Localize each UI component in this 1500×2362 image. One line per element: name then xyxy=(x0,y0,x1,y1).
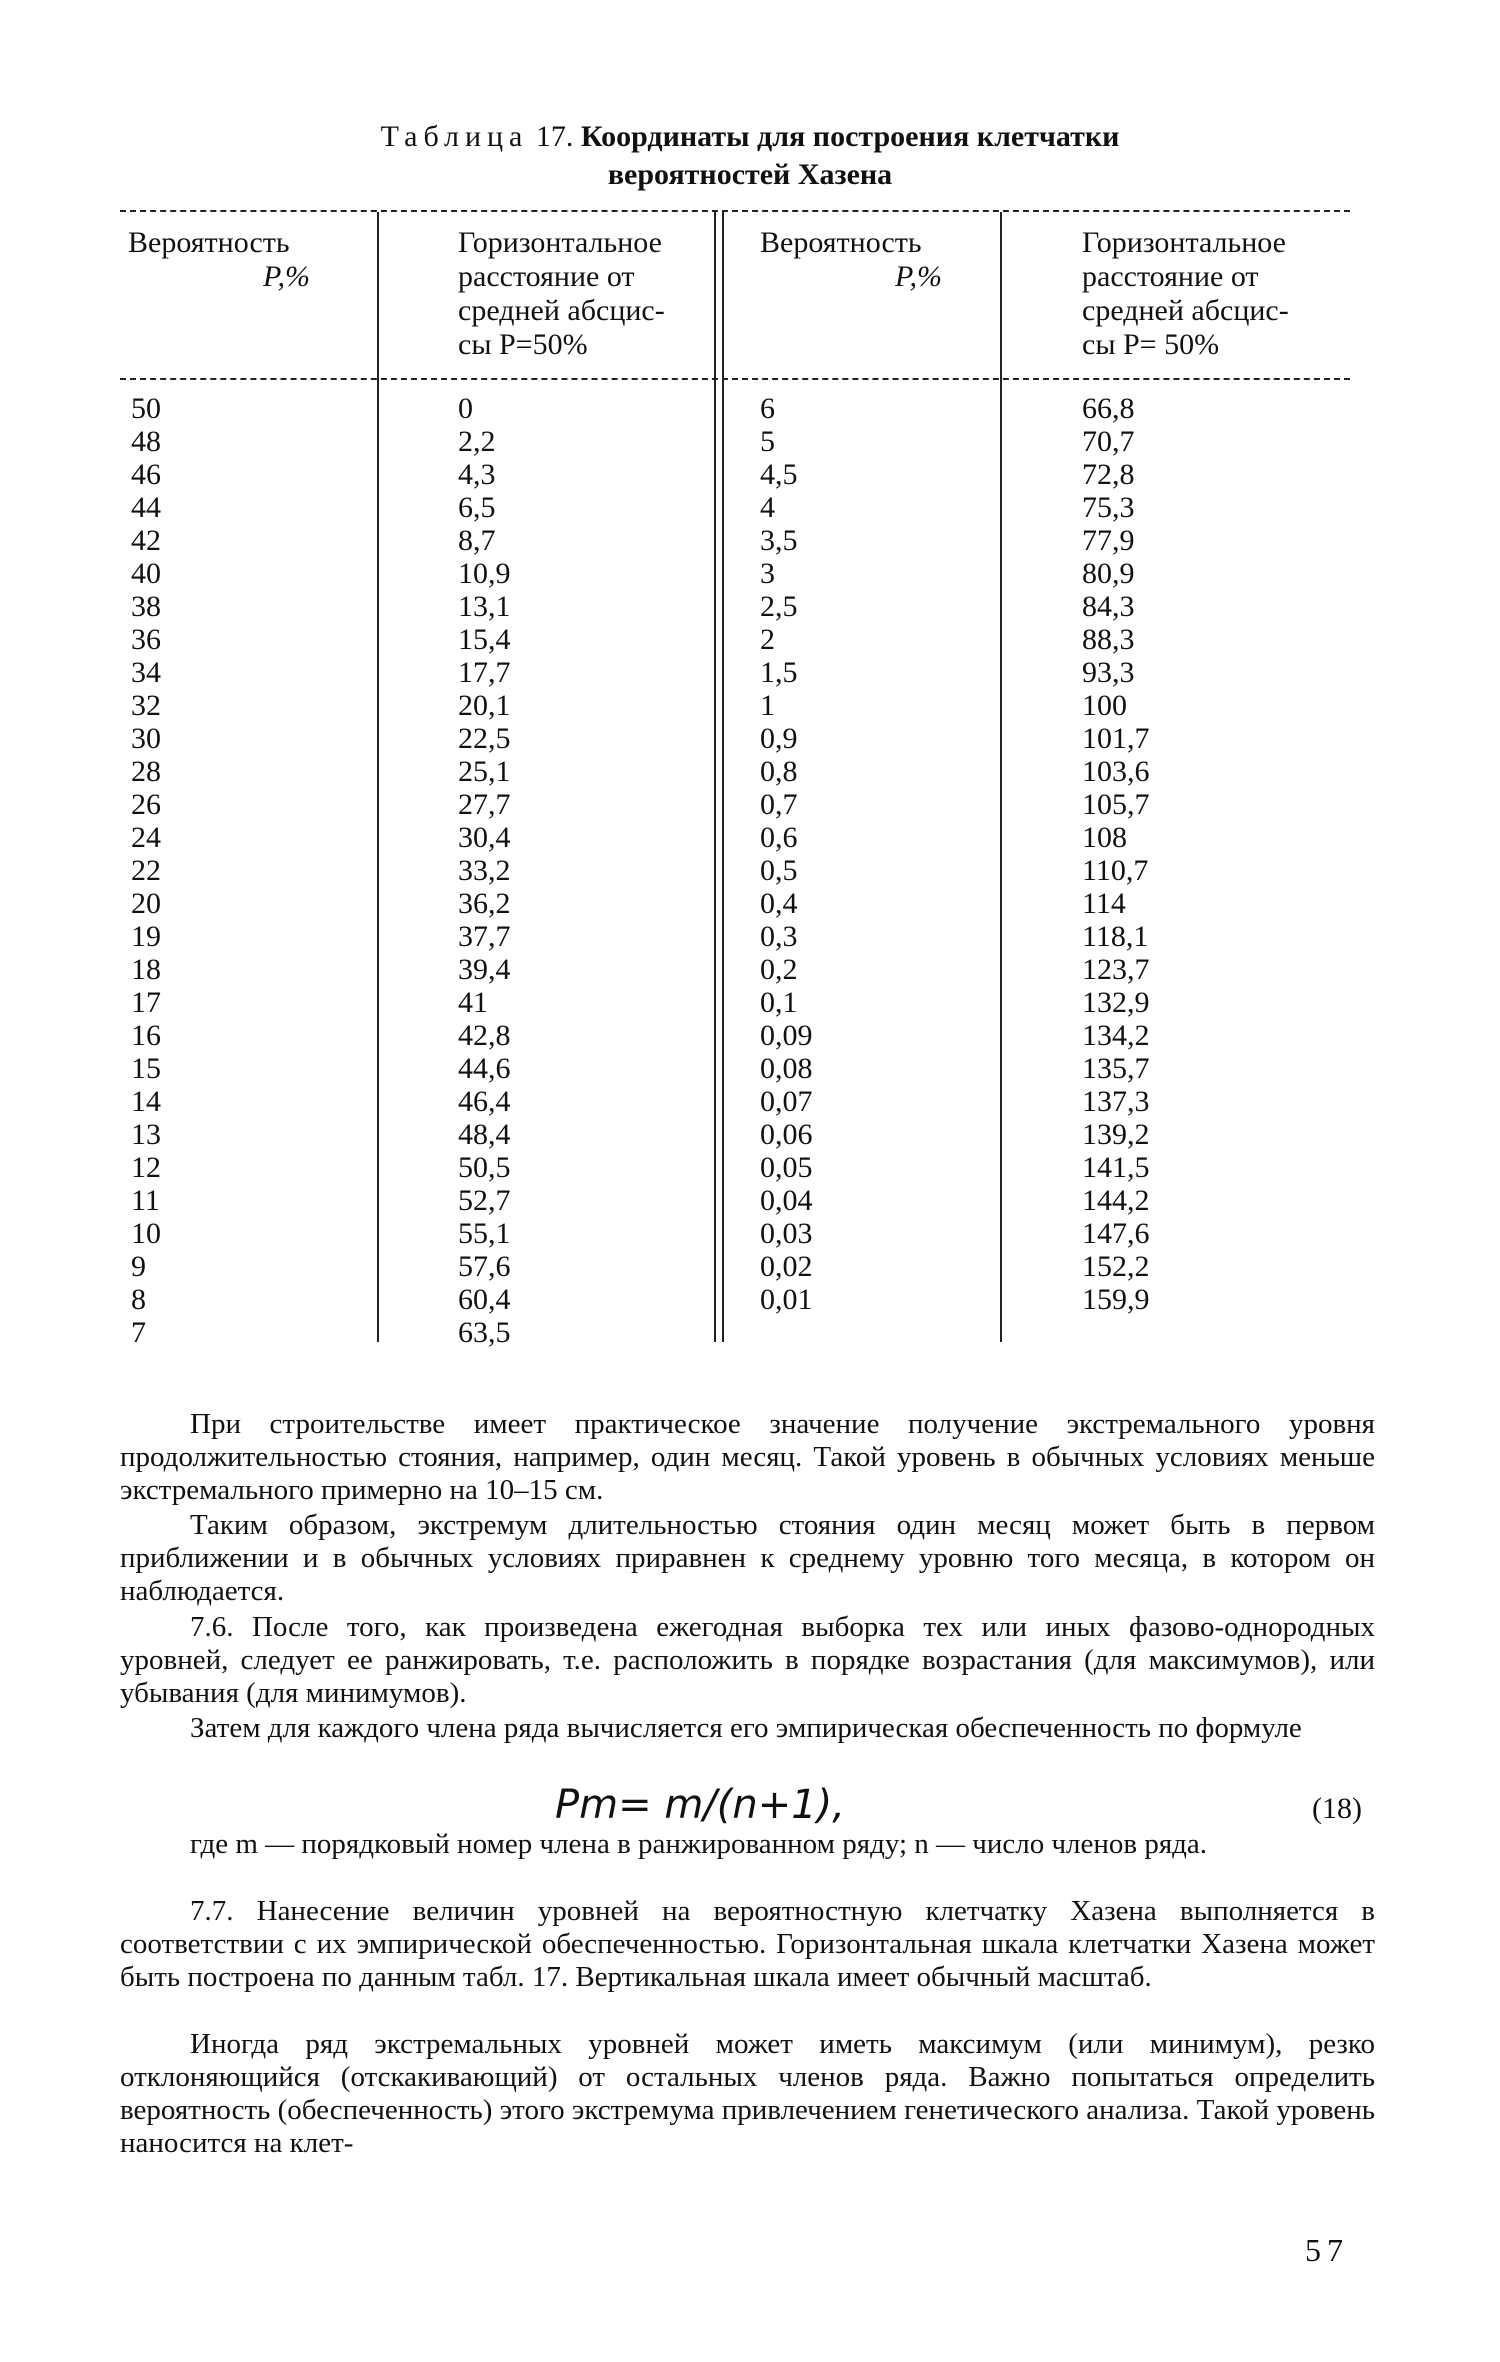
table-cell: 27,7 xyxy=(458,788,511,821)
table-cell: 88,3 xyxy=(1082,623,1135,656)
paragraph-7: Иногда ряд экстремальных уровней может иметь максимум (или минимум), резко отклоняющийся (отскакивающий) от остальных членов ряда. Важно попытаться определить вероятность (обеспеченность) этого экстремума привлечением генетического анализа. Такой уровень наносится на клет- xyxy=(120,2028,1375,2159)
table-cell: 66,8 xyxy=(1082,392,1135,425)
table-cell: 3,5 xyxy=(760,524,798,557)
table-col-divider-2b xyxy=(722,212,724,1342)
table-cell: 4,5 xyxy=(760,458,798,491)
table-cell: 147,6 xyxy=(1082,1217,1150,1250)
caption-number: 17. xyxy=(535,120,574,153)
table-cell: 0,08 xyxy=(760,1052,813,1085)
table-cell: 8,7 xyxy=(458,524,496,557)
table-cell: 0,01 xyxy=(760,1283,813,1316)
table-cell: 25,1 xyxy=(458,755,511,788)
table-cell: 20 xyxy=(131,887,161,920)
table-cell: 13 xyxy=(131,1118,161,1151)
table-cell: 7 xyxy=(131,1316,146,1349)
table-cell: 0,7 xyxy=(760,788,798,821)
table-cell: 63,5 xyxy=(458,1316,511,1349)
table-cell: 9 xyxy=(131,1250,146,1283)
table-cell: 44,6 xyxy=(458,1052,511,1085)
table-cell: 0,1 xyxy=(760,986,798,1019)
table-cell: 33,2 xyxy=(458,854,511,887)
header-prob-1: Вероятность P,% xyxy=(128,226,310,293)
table-cell: 100 xyxy=(1082,689,1127,722)
table-cell: 48,4 xyxy=(458,1118,511,1151)
table-cell: 6 xyxy=(760,392,775,425)
table-cell: 118,1 xyxy=(1082,920,1149,953)
table-cell: 0,07 xyxy=(760,1085,813,1118)
table-cell: 48 xyxy=(131,425,161,458)
table-cell: 0,4 xyxy=(760,887,798,920)
table-cell: 93,3 xyxy=(1082,656,1135,689)
table-cell: 22 xyxy=(131,854,161,887)
table-cell: 10,9 xyxy=(458,557,511,590)
table-cell: 4 xyxy=(760,491,775,524)
table-cell: 0,06 xyxy=(760,1118,813,1151)
table-col-divider-3 xyxy=(1000,212,1002,1342)
table-cell: 36,2 xyxy=(458,887,511,920)
table-cell: 30,4 xyxy=(458,821,511,854)
table-cell: 123,7 xyxy=(1082,953,1150,986)
table-cell: 70,7 xyxy=(1082,425,1135,458)
table-cell: 0,5 xyxy=(760,854,798,887)
table-cell: 134,2 xyxy=(1082,1019,1150,1052)
table-cell: 101,7 xyxy=(1082,722,1150,755)
table-cell: 20,1 xyxy=(458,689,511,722)
table-cell: 17 xyxy=(131,986,161,1019)
table-cell: 57,6 xyxy=(458,1250,511,1283)
table-cell: 15 xyxy=(131,1052,161,1085)
table-cell: 60,4 xyxy=(458,1283,511,1316)
table-cell: 2,5 xyxy=(760,590,798,623)
table-cell: 18 xyxy=(131,953,161,986)
table-cell: 72,8 xyxy=(1082,458,1135,491)
column-prob-1 xyxy=(131,392,161,1349)
paragraph-1: При строительстве имеет практическое значение получение экстремального уровня продолжительностью стояния, например, один месяц. Такой уровень в обычных условиях меньше экстремального примерно на 10–15 см. xyxy=(120,1408,1375,1506)
table-cell: 26 xyxy=(131,788,161,821)
table-cell: 1 xyxy=(760,689,775,722)
table-cell: 15,4 xyxy=(458,623,511,656)
table-cell: 137,3 xyxy=(1082,1085,1150,1118)
table-cell: 0,04 xyxy=(760,1184,813,1217)
table-cell: 55,1 xyxy=(458,1217,511,1250)
table-cell: 75,3 xyxy=(1082,491,1135,524)
caption-title-line1: Координаты для построения клетчатки xyxy=(580,120,1120,153)
table-cell: 0 xyxy=(458,392,473,425)
caption-title-line2: вероятностей Хазена xyxy=(607,158,893,191)
table-cell: 0,2 xyxy=(760,953,798,986)
table-cell: 40 xyxy=(131,557,161,590)
table-cell: 114 xyxy=(1082,887,1126,920)
table-cell: 50,5 xyxy=(458,1151,511,1184)
table-cell: 46,4 xyxy=(458,1085,511,1118)
column-prob-2 xyxy=(760,392,813,1316)
table-cell: 28 xyxy=(131,755,161,788)
table-cell: 77,9 xyxy=(1082,524,1135,557)
table-cell: 132,9 xyxy=(1082,986,1150,1019)
header-prob-2: Вероятность P,% xyxy=(760,226,942,293)
table-cell: 110,7 xyxy=(1082,854,1149,887)
table-cell: 0,09 xyxy=(760,1019,813,1052)
table-cell: 12 xyxy=(131,1151,161,1184)
table-cell: 0,9 xyxy=(760,722,798,755)
table-cell: 52,7 xyxy=(458,1184,511,1217)
table-cell: 105,7 xyxy=(1082,788,1150,821)
table-cell: 5 xyxy=(760,425,775,458)
table-cell: 0,03 xyxy=(760,1217,813,1250)
table-cell: 139,2 xyxy=(1082,1118,1150,1151)
table-cell: 42,8 xyxy=(458,1019,511,1052)
table-cell: 2,2 xyxy=(458,425,496,458)
table-cell: 14 xyxy=(131,1085,161,1118)
paragraph-5: где m — порядковый номер члена в ранжированном ряду; n — число членов ряда. xyxy=(190,1828,1208,1860)
table-header-rule xyxy=(120,378,1350,380)
table-cell: 38 xyxy=(131,590,161,623)
table-cell: 50 xyxy=(131,392,161,425)
table-cell: 80,9 xyxy=(1082,557,1135,590)
table-cell: 0,05 xyxy=(760,1151,813,1184)
table-cell: 32 xyxy=(131,689,161,722)
table-cell: 103,6 xyxy=(1082,755,1150,788)
table-cell: 46 xyxy=(131,458,161,491)
table-cell: 0,8 xyxy=(760,755,798,788)
table-cell: 135,7 xyxy=(1082,1052,1150,1085)
paragraph-6: 7.7. Нанесение величин уровней на вероятностную клетчатку Хазена выполняется в соответствии с их эмпирической обеспеченностью. Горизонтальная шкала клетчатки Хазена может быть построена по данным табл. 17. Вертикальная шкала имеет обычный масштаб. xyxy=(120,1895,1375,1993)
column-dist-1 xyxy=(458,392,511,1349)
table-cell: 3 xyxy=(760,557,775,590)
page-number: 57 xyxy=(1305,2232,1349,2268)
table-cell: 42 xyxy=(131,524,161,557)
paragraph-4: Затем для каждого члена ряда вычисляется его эмпирическая обеспеченность по формуле xyxy=(190,1712,1302,1744)
table-cell: 141,5 xyxy=(1082,1151,1150,1184)
column-dist-2 xyxy=(1082,392,1150,1316)
table-top-rule xyxy=(120,210,1350,212)
table-cell: 11 xyxy=(131,1184,160,1217)
table-cell: 6,5 xyxy=(458,491,496,524)
table-cell: 84,3 xyxy=(1082,590,1135,623)
table-cell: 34 xyxy=(131,656,161,689)
formula-number: (18) xyxy=(1312,1792,1362,1825)
table-cell: 159,9 xyxy=(1082,1283,1150,1316)
table-cell: 2 xyxy=(760,623,775,656)
table-cell: 1,5 xyxy=(760,656,798,689)
table-cell: 0,6 xyxy=(760,821,798,854)
table-cell: 4,3 xyxy=(458,458,496,491)
table-cell: 0,3 xyxy=(760,920,798,953)
table-cell: 30 xyxy=(131,722,161,755)
paragraph-3: 7.6. После того, как произведена ежегодная выборка тех или иных фазово-однородных уровней, следует ее ранжировать, т.е. расположить в порядке возрастания (для максимумов), или убывания (для минимумов). xyxy=(120,1611,1375,1709)
table-cell: 152,2 xyxy=(1082,1250,1150,1283)
table-cell: 0,02 xyxy=(760,1250,813,1283)
table-cell: 17,7 xyxy=(458,656,511,689)
table-cell: 13,1 xyxy=(458,590,511,623)
paragraph-2: Таким образом, экстремум длительностью стояния один месяц может быть в первом приближении и в обычных условиях приравнен к среднему уровню того месяца, в котором он наблюдается. xyxy=(120,1509,1375,1607)
table-cell: 19 xyxy=(131,920,161,953)
table-cell: 8 xyxy=(131,1283,146,1316)
table-cell: 44 xyxy=(131,491,161,524)
table-cell: 37,7 xyxy=(458,920,511,953)
caption-label: Таблица xyxy=(380,120,529,153)
formula: Pm= m/(n+1), xyxy=(555,1782,845,1828)
table-cell: 108 xyxy=(1082,821,1127,854)
table-cell: 10 xyxy=(131,1217,161,1250)
table-cell: 39,4 xyxy=(458,953,511,986)
header-dist-1: Горизонтальное расстояние от средней абсцис- сы P=50% xyxy=(458,226,665,361)
table-cell: 24 xyxy=(131,821,161,854)
table-cell: 41 xyxy=(458,986,488,1019)
header-dist-2: Горизонтальное расстояние от средней абсцис- сы P= 50% xyxy=(1082,226,1289,361)
table-col-divider-1 xyxy=(377,212,379,1342)
table-cell: 144,2 xyxy=(1082,1184,1150,1217)
table-cell: 36 xyxy=(131,623,161,656)
table-caption xyxy=(0,118,1500,194)
table-cell: 22,5 xyxy=(458,722,511,755)
table-col-divider-2a xyxy=(714,212,716,1342)
table-cell: 16 xyxy=(131,1019,161,1052)
